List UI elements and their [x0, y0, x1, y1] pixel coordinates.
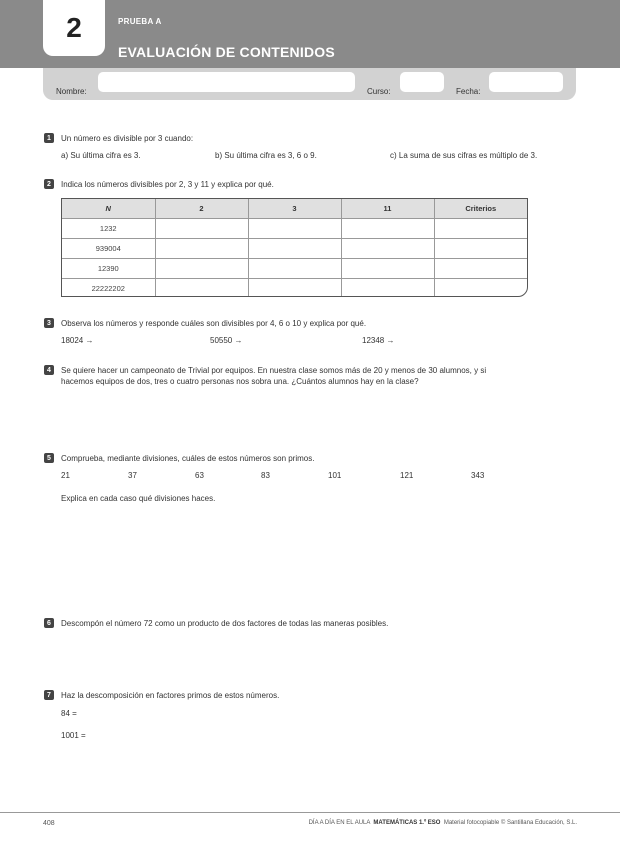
q3-item: 12348 → [362, 336, 395, 345]
answer-cell[interactable] [248, 279, 341, 298]
question-text: Comprueba, mediante divisiones, cuáles de estos números son primos. [61, 454, 315, 463]
q5-number: 343 [471, 471, 485, 480]
table-row [62, 259, 527, 279]
answer-cell[interactable] [155, 259, 248, 279]
answer-cell[interactable] [341, 239, 434, 259]
answer-cell[interactable] [341, 259, 434, 279]
answer-cell[interactable] [248, 239, 341, 259]
date-label: Fecha: [456, 87, 481, 96]
q5-number: 83 [261, 471, 270, 480]
question-number: 4 [44, 365, 54, 375]
q5-number: 21 [61, 471, 70, 480]
question-number: 3 [44, 318, 54, 328]
page-number: 408 [43, 820, 55, 827]
page-title: EVALUACIÓN DE CONTENIDOS [118, 44, 335, 60]
course-label: Curso: [367, 87, 391, 96]
number-cell: 22222202 [62, 279, 155, 298]
answer-cell[interactable] [341, 279, 434, 298]
number-cell: 1232 [62, 219, 155, 239]
answer-cell[interactable] [248, 259, 341, 279]
question-text: Descompón el número 72 como un producto de dos factores de todas las maneras posibles. [61, 619, 389, 628]
question-number: 5 [44, 453, 54, 463]
footer-prefix: DÍA A DÍA EN EL AULA [308, 820, 371, 826]
question-number: 1 [44, 133, 54, 143]
name-field[interactable] [98, 72, 355, 92]
q5-number: 121 [400, 471, 414, 480]
column-header: 2 [155, 199, 248, 219]
column-header: 3 [248, 199, 341, 219]
q1-option-b: b) Su última cifra es 3, 6 o 9. [215, 151, 317, 160]
q1-option-a: a) Su última cifra es 3. [61, 151, 141, 160]
q3-item: 18024 → [61, 336, 94, 345]
footer-subject: MATEMÁTICAS 1.º ESO [373, 820, 441, 826]
question-text: Indica los números divisibles por 2, 3 y 11 y explica por qué. [61, 180, 274, 189]
number-cell: 12390 [62, 259, 155, 279]
table-row [62, 239, 527, 259]
question-number: 2 [44, 179, 54, 189]
question-text-continued: hacemos equipos de dos, tres o cuatro personas nos sobra una. ¿Cuántos alumnos hay en la clase? [61, 377, 419, 386]
q3-item: 50550 → [210, 336, 243, 345]
footer-divider [0, 812, 620, 813]
question-number: 7 [44, 690, 54, 700]
column-header: 11 [341, 199, 434, 219]
column-header: N [62, 199, 155, 219]
test-label: PRUEBA A [118, 17, 162, 26]
question-text: Un número es divisible por 3 cuando: [61, 134, 194, 143]
footer-credits [309, 820, 577, 826]
table-header-row [62, 199, 527, 219]
question-number: 6 [44, 618, 54, 628]
answer-cell[interactable] [155, 239, 248, 259]
column-header: Criterios [434, 199, 527, 219]
question-text: Haz la descomposición en factores primos de estos números. [61, 691, 280, 700]
unit-number: 2 [43, 0, 105, 56]
table-row [62, 279, 527, 298]
q5-subtext: Explica en cada caso qué divisiones haces. [61, 494, 216, 503]
answer-cell[interactable] [248, 219, 341, 239]
answer-cell[interactable] [341, 219, 434, 239]
name-label: Nombre: [56, 87, 87, 96]
answer-cell[interactable] [434, 259, 527, 279]
q1-option-c: c) La suma de sus cifras es múltiplo de 3. [390, 151, 538, 160]
answer-cell[interactable] [434, 279, 527, 298]
number-cell: 939004 [62, 239, 155, 259]
divisibility-table [61, 198, 528, 297]
answer-cell[interactable] [434, 239, 527, 259]
q5-number: 101 [328, 471, 342, 480]
question-text: Se quiere hacer un campeonato de Trivial por equipos. En nuestra clase somos más de 20 y menos de 30 alumnos, y si [61, 366, 487, 375]
answer-cell[interactable] [155, 279, 248, 298]
course-field[interactable] [400, 72, 444, 92]
q7-item: 1001 = [61, 731, 86, 740]
answer-cell[interactable] [434, 219, 527, 239]
q5-number: 63 [195, 471, 204, 480]
q5-number: 37 [128, 471, 137, 480]
date-field[interactable] [489, 72, 563, 92]
student-info-bar [43, 68, 576, 100]
question-text: Observa los números y responde cuáles son divisibles por 4, 6 o 10 y explica por qué. [61, 319, 367, 328]
table-row [62, 219, 527, 239]
answer-cell[interactable] [155, 219, 248, 239]
footer-suffix: Material fotocopiable © Santillana Educación, S.L. [443, 820, 577, 826]
q7-item: 84 = [61, 709, 77, 718]
